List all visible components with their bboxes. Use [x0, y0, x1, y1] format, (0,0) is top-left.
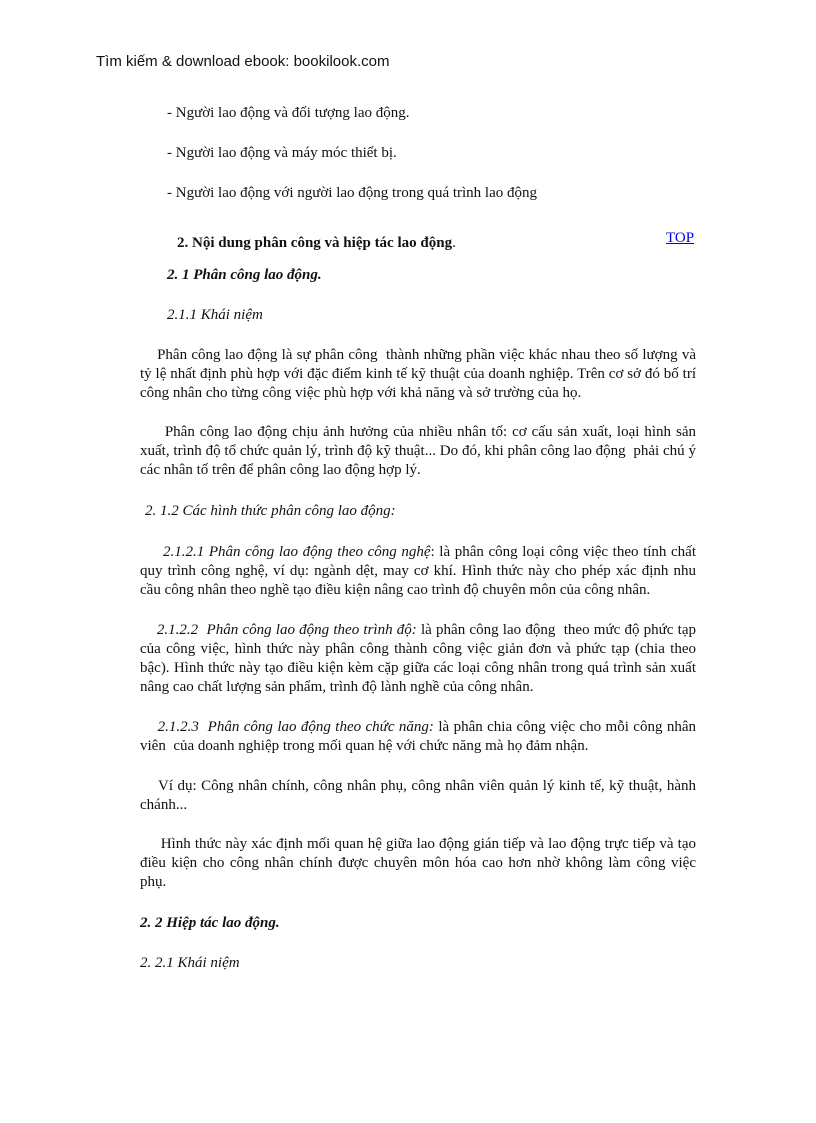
paragraph-by-skill-text: là phân công lao động theo mức độ phức tạp của công việc, hình thức này phân công thành công việc giản đơn và phức tạp (chia theo bậc). Hình thức này tạo điều kiện kèm cặp giữa các loại công nhân trong quá trình sản xuất nâng cao chất lượng sản phẩm, trình độ lành nghề của công nhân. [140, 622, 700, 695]
section-2-title-dot: . [452, 235, 456, 251]
paragraph-relationship: Hình thức này xác định mối quan hệ giữa lao động gián tiếp và lao động trực tiếp và tạo điều kiện cho công nhân chính được chuyên môn hóa cao hơn nhờ không làm công việc phụ. [140, 836, 700, 890]
paragraph-by-function-lead: 2.1.2.3 Phân công lao động theo chức năng: [140, 719, 434, 735]
paragraph-factors: Phân công lao động chịu ảnh hưởng của nhiều nhân tố: cơ cấu sản xuất, loại hình sản xuất, trình độ tổ chức quản lý, trình độ kỹ thuật... Do đó, khi phân công lao động phải chú ý các nhân tố trên để phân công lao động hợp lý. [140, 424, 700, 478]
page-header-source: Tìm kiếm & download ebook: bookilook.com [96, 53, 390, 70]
bullet-item: - Người lao động với người lao động trong quá trình lao động [167, 185, 538, 201]
top-link[interactable]: TOP [666, 230, 695, 246]
section-2-2-1-heading: 2. 2.1 Khái niệm [140, 955, 240, 971]
section-2-2-heading: 2. 2 Hiệp tác lao động. [140, 915, 280, 931]
section-2-heading [177, 234, 456, 253]
section-2-title: 2. Nội dung phân công và hiệp tác lao động [177, 235, 453, 251]
bullet-item: - Người lao động và máy móc thiết bị. [167, 145, 397, 161]
paragraph-by-technology-lead: 2.1.2.1 Phân công lao động theo công nghệ [140, 544, 431, 560]
paragraph-by-function [140, 718, 700, 756]
section-2-1-heading: 2. 1 Phân công lao động. [167, 267, 322, 283]
paragraph-by-technology-text: : là phân công loại công việc theo tính chất quy trình công nghệ, ví dụ: ngành dệt, may cơ khí. Hình thức này cho phép xác định nhu cầu công nhân theo nghề tạo điều kiện nâng cao trình độ chuyên môn của công nhân. [140, 544, 700, 598]
paragraph-by-technology [140, 543, 700, 600]
paragraph-definition: Phân công lao động là sự phân công thành những phần việc khác nhau theo số lượng và tỷ lệ nhất định phù hợp với đặc điểm kinh tế kỹ thuật của doanh nghiệp. Trên cơ sở đó bố trí công nhân cho từng công việc phù hợp với khả năng và sở trường của họ. [140, 347, 700, 401]
bullet-item: - Người lao động và đối tượng lao động. [167, 105, 410, 121]
paragraph-by-skill-lead: 2.1.2.2 Phân công lao động theo trình độ: [140, 622, 417, 638]
paragraph-by-function-text: là phân chia công việc cho mỗi công nhân viên của doanh nghiệp trong mối quan hệ với chức năng mà họ đảm nhận. [140, 719, 700, 754]
paragraph-example: Ví dụ: Công nhân chính, công nhân phụ, công nhân viên quản lý kinh tế, kỹ thuật, hành chánh... [140, 778, 700, 813]
section-2-1-1-heading: 2.1.1 Khái niệm [167, 307, 263, 323]
section-2-1-2-heading: 2. 1.2 Các hình thức phân công lao động: [145, 503, 396, 519]
paragraph-by-skill [140, 621, 700, 697]
